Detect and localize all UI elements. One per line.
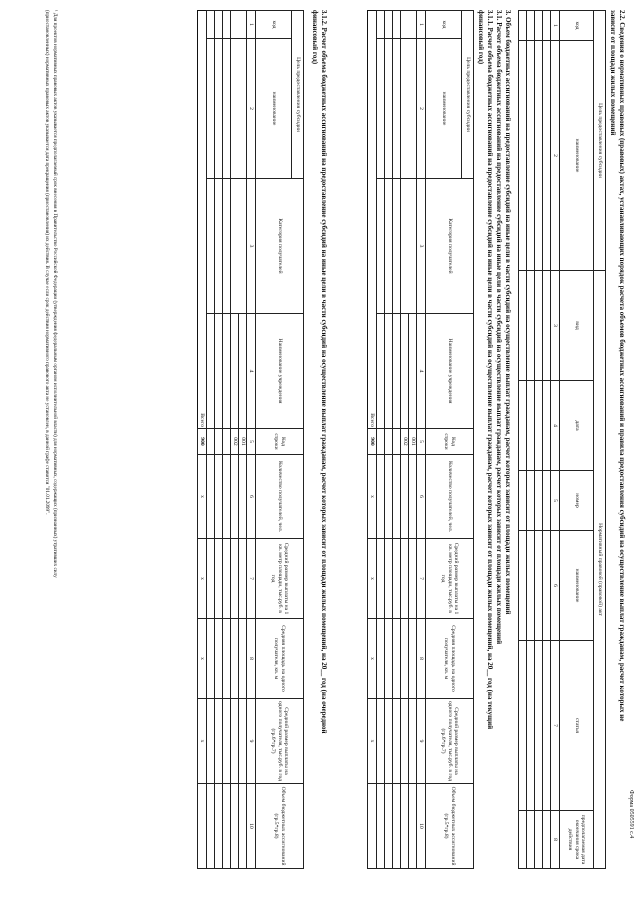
t4-hdr-avg-area: Средняя площадь на одного получателя, кв. м xyxy=(256,619,304,699)
t4-hdr-avg-recipient: Средний размер выплаты на одного получателя, тыс.руб. в год (гр.6*гр.7) xyxy=(256,699,304,784)
col-num: 3 xyxy=(417,179,426,314)
hdr-article: статья xyxy=(560,641,594,811)
total-code: 900 xyxy=(198,429,207,455)
t3-hdr-volume: Объем бюджетных ассигнований (гр.5*гр.8) xyxy=(426,784,474,869)
t4-hdr-institution: Наименование учреждения xyxy=(256,314,304,429)
section-2-2-title-line1: 2.2. Сведения о нормативных правовых (правовых) актах, устанавливающих порядок расчета объемов бюджетных ассигнований и правила предоставления субсидий на осуществление выплат гражданам, расчет которых не xyxy=(618,10,626,722)
col-num: 3 xyxy=(247,179,256,314)
t4-hdr-count: Количество получателей, чел. xyxy=(256,455,304,539)
col-num: 1 xyxy=(417,11,426,39)
table-row xyxy=(207,11,215,869)
hdr-act-name: наименование xyxy=(560,531,594,641)
table-2-2 xyxy=(518,10,606,869)
hdr-name: наименование xyxy=(560,41,594,271)
t3-hdr-count: Количество получателей, чел. xyxy=(426,455,474,539)
col-num: 1 xyxy=(551,11,560,41)
col-num: 8 xyxy=(247,619,256,699)
col-num: 9 xyxy=(417,699,426,784)
t4-hdr-volume: Объем бюджетных ассигнований (гр.5*гр.8) xyxy=(256,784,304,869)
table-row xyxy=(215,11,223,869)
hdr-date: дата xyxy=(560,381,594,471)
total-label: Всего xyxy=(368,11,377,429)
t3-hdr-avg-payment: Средний размер выплаты на 1 кв. метр площади, тыс.руб. в год xyxy=(426,539,474,619)
col-num: 5 xyxy=(551,471,560,531)
section-3-title: 3. Объем бюджетных ассигнований на предоставление субсидий на иные цели в части субсидий на осуществление выплат гражданам, расчет которых зависит от площади жилых помещений xyxy=(504,10,512,615)
table-row xyxy=(377,11,385,869)
footnote-line2: (приостановленных) нормативных правовых актов указывается дата прекращения (приостановления) их действия. В случае если срок действия нормативного правового акта не установлен, в данной графе ставится "01.01.2099". xyxy=(44,10,50,515)
col-num: 2 xyxy=(247,39,256,179)
col-num: 5 xyxy=(417,429,426,455)
cell-x: x xyxy=(368,619,377,699)
section-3-1-title: 3.1. Расчет объема бюджетных ассигнований на предоставление субсидий на иные цели в части субсидий на осуществление выплат гражданам, расчет которых зависит от площади жилых помещений xyxy=(495,10,503,645)
t4-hdr-name: наименование xyxy=(256,39,292,179)
t4-hdr-code: код xyxy=(256,11,292,39)
col-num: 9 xyxy=(247,699,256,784)
col-num: 3 xyxy=(551,271,560,381)
col-num: 1 xyxy=(247,11,256,39)
col-num: 2 xyxy=(417,39,426,179)
cell-x: x xyxy=(368,539,377,619)
t4-hdr-avg-payment: Средний размер выплаты на 1 кв. метр площади, тыс.руб. в год xyxy=(256,539,304,619)
section-2-2-title-line2: зависит от площади жилых помещений xyxy=(609,10,617,136)
col-num: 4 xyxy=(247,314,256,429)
t3-hdr-avg-area: Средняя площадь на одного получателя, кв. м xyxy=(426,619,474,699)
col-num: 6 xyxy=(247,455,256,539)
table-row xyxy=(223,11,231,869)
col-num: 7 xyxy=(417,539,426,619)
col-num: 4 xyxy=(551,381,560,471)
table-row xyxy=(527,11,535,869)
table-row xyxy=(239,11,247,869)
hdr-code: код xyxy=(560,11,594,41)
table-row xyxy=(535,11,543,869)
col-num: 4 xyxy=(417,314,426,429)
hdr-purpose: Цель предоставления субсидии xyxy=(594,11,606,271)
table-row xyxy=(393,11,401,869)
t3-hdr-purpose: Цель предоставления субсидии xyxy=(462,11,474,179)
col-num: 6 xyxy=(551,531,560,641)
t4-hdr-category: Категория получателей xyxy=(256,179,304,314)
table-row xyxy=(543,11,551,869)
t3-hdr-line: Код строки xyxy=(426,429,474,455)
t3-hdr-name: наименование xyxy=(426,39,462,179)
row-code: 002 xyxy=(231,429,239,455)
table-3-1-1 xyxy=(367,10,474,869)
table-row xyxy=(519,11,527,869)
section-3-1-2-title: 3.1.2. Расчет объема бюджетных ассигнований на предоставление субсидий на иные цели в части субсидий на осуществление выплат гражданам, расчет которых зависит от площади жилых помещений, на 20__ год (на очередной xyxy=(320,10,328,734)
hdr-expiry: предполагаемая дата окончания срока действия xyxy=(560,811,594,869)
section-3-1-1-title: 3.1.1. Расчет объема бюджетных ассигнований на предоставление субсидий на иные цели в части субсидий на осуществление выплат гражданам, расчет которых зависит от площади жилых помещений, на 20__ год (на текущий xyxy=(486,10,494,730)
row-code: 002 xyxy=(401,429,409,455)
hdr-act: Нормативный правовой (правовой) акт xyxy=(594,271,606,869)
table-row xyxy=(385,11,393,869)
table-3-1-2 xyxy=(197,10,304,869)
t3-hdr-avg-recipient: Средний размер выплаты на одного получателя, тыс.руб. в год (гр.6*гр.7) xyxy=(426,699,474,784)
col-num: 6 xyxy=(417,455,426,539)
cell-x: x xyxy=(198,619,207,699)
form-code: Форма 0505591 с.4 xyxy=(628,790,634,839)
cell-x: x xyxy=(198,455,207,539)
hdr-number: номер xyxy=(560,471,594,531)
col-num: 8 xyxy=(551,811,560,869)
total-row xyxy=(368,11,377,869)
t3-hdr-institution: Наименование учреждения xyxy=(426,314,474,429)
col-num: 5 xyxy=(247,429,256,455)
section-3-1-2-title-cont: финансовый год) xyxy=(311,10,319,65)
col-num: 10 xyxy=(247,784,256,869)
table-row xyxy=(409,11,417,869)
cell-x: x xyxy=(368,455,377,539)
t3-hdr-category: Категория получателей xyxy=(426,179,474,314)
section-3-1-1-title-cont: финансовый год) xyxy=(477,10,485,65)
total-row xyxy=(198,11,207,869)
col-num: 10 xyxy=(417,784,426,869)
footnote-line1: ¹ Для проектов нормативных правовых актов указывается предполагаемый срок внесения в Правительство Российской Федерации (утверждения федеральным органом исполнительной власти) для нормативных, содержащих (признанных) утративших силу xyxy=(52,10,58,578)
t4-hdr-line: Код строки xyxy=(256,429,304,455)
hdr-type: вид xyxy=(560,271,594,381)
col-num: 8 xyxy=(417,619,426,699)
row-code: 001 xyxy=(239,429,247,455)
cell-x: x xyxy=(198,699,207,784)
total-code: 900 xyxy=(368,429,377,455)
col-num: 7 xyxy=(551,641,560,811)
t4-hdr-purpose: Цель предоставления субсидии xyxy=(292,11,304,179)
cell-x: x xyxy=(368,699,377,784)
row-code: 001 xyxy=(409,429,417,455)
t3-hdr-code: код xyxy=(426,11,462,39)
col-num: 2 xyxy=(551,41,560,271)
total-label: Всего xyxy=(198,11,207,429)
col-num: 7 xyxy=(247,539,256,619)
cell-x: x xyxy=(198,539,207,619)
